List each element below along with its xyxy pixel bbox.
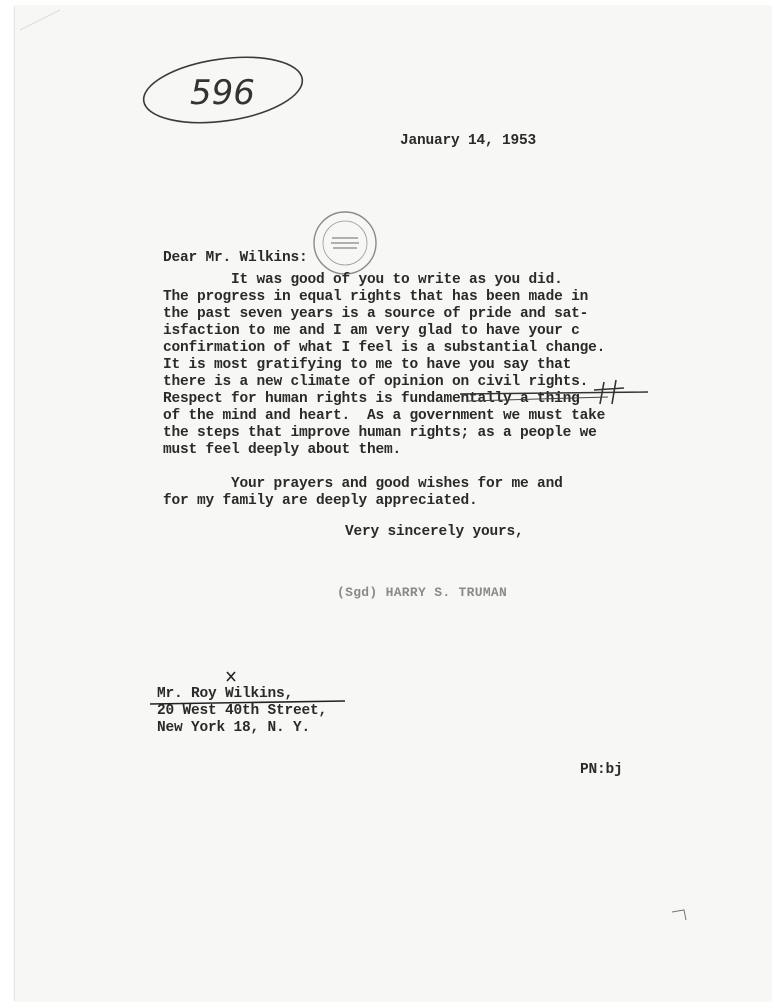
recipient-city: New York 18, N. Y.	[157, 720, 311, 736]
body-line: The progress in equal rights that has been made in	[163, 289, 589, 305]
salutation: Dear Mr. Wilkins:	[163, 250, 308, 266]
body-line: It was good of you to write as you did.	[163, 272, 563, 288]
pencil-circled-number	[140, 54, 306, 126]
letter-body	[163, 272, 606, 512]
body-line: of the mind and heart. As a government we must take	[163, 408, 606, 424]
signature: (Sgd) HARRY S. TRUMAN	[337, 585, 508, 600]
body-line: the steps that improve human rights; as a people we	[163, 425, 597, 441]
body-line: must feel deeply about them.	[163, 442, 402, 458]
body-line: confirmation of what I feel is a substantial change.	[163, 340, 606, 356]
body-line: isfaction to me and I am very glad to have your c	[163, 323, 580, 339]
pencil-number: 596	[190, 73, 255, 113]
body-line: It is most gratifying to me to have you say that	[163, 357, 572, 373]
closing: Very sincerely yours,	[345, 524, 524, 540]
recipient-name: Mr. Roy Wilkins,	[157, 686, 294, 702]
recipient-street: 20 West 40th Street,	[157, 703, 328, 719]
library-stamp	[312, 210, 378, 276]
body-line: for my family are deeply appreciated.	[163, 493, 478, 509]
body-line: there is a new climate of opinion on civil rights.	[163, 374, 589, 390]
typist-initials: PN:bj	[580, 762, 623, 778]
body-line: the past seven years is a source of pride and sat-	[163, 306, 589, 322]
letter-date: January 14, 1953	[400, 133, 537, 149]
body-line: Your prayers and good wishes for me and	[163, 476, 563, 492]
body-line: Respect for human rights is fundamentally a thing	[163, 391, 580, 407]
